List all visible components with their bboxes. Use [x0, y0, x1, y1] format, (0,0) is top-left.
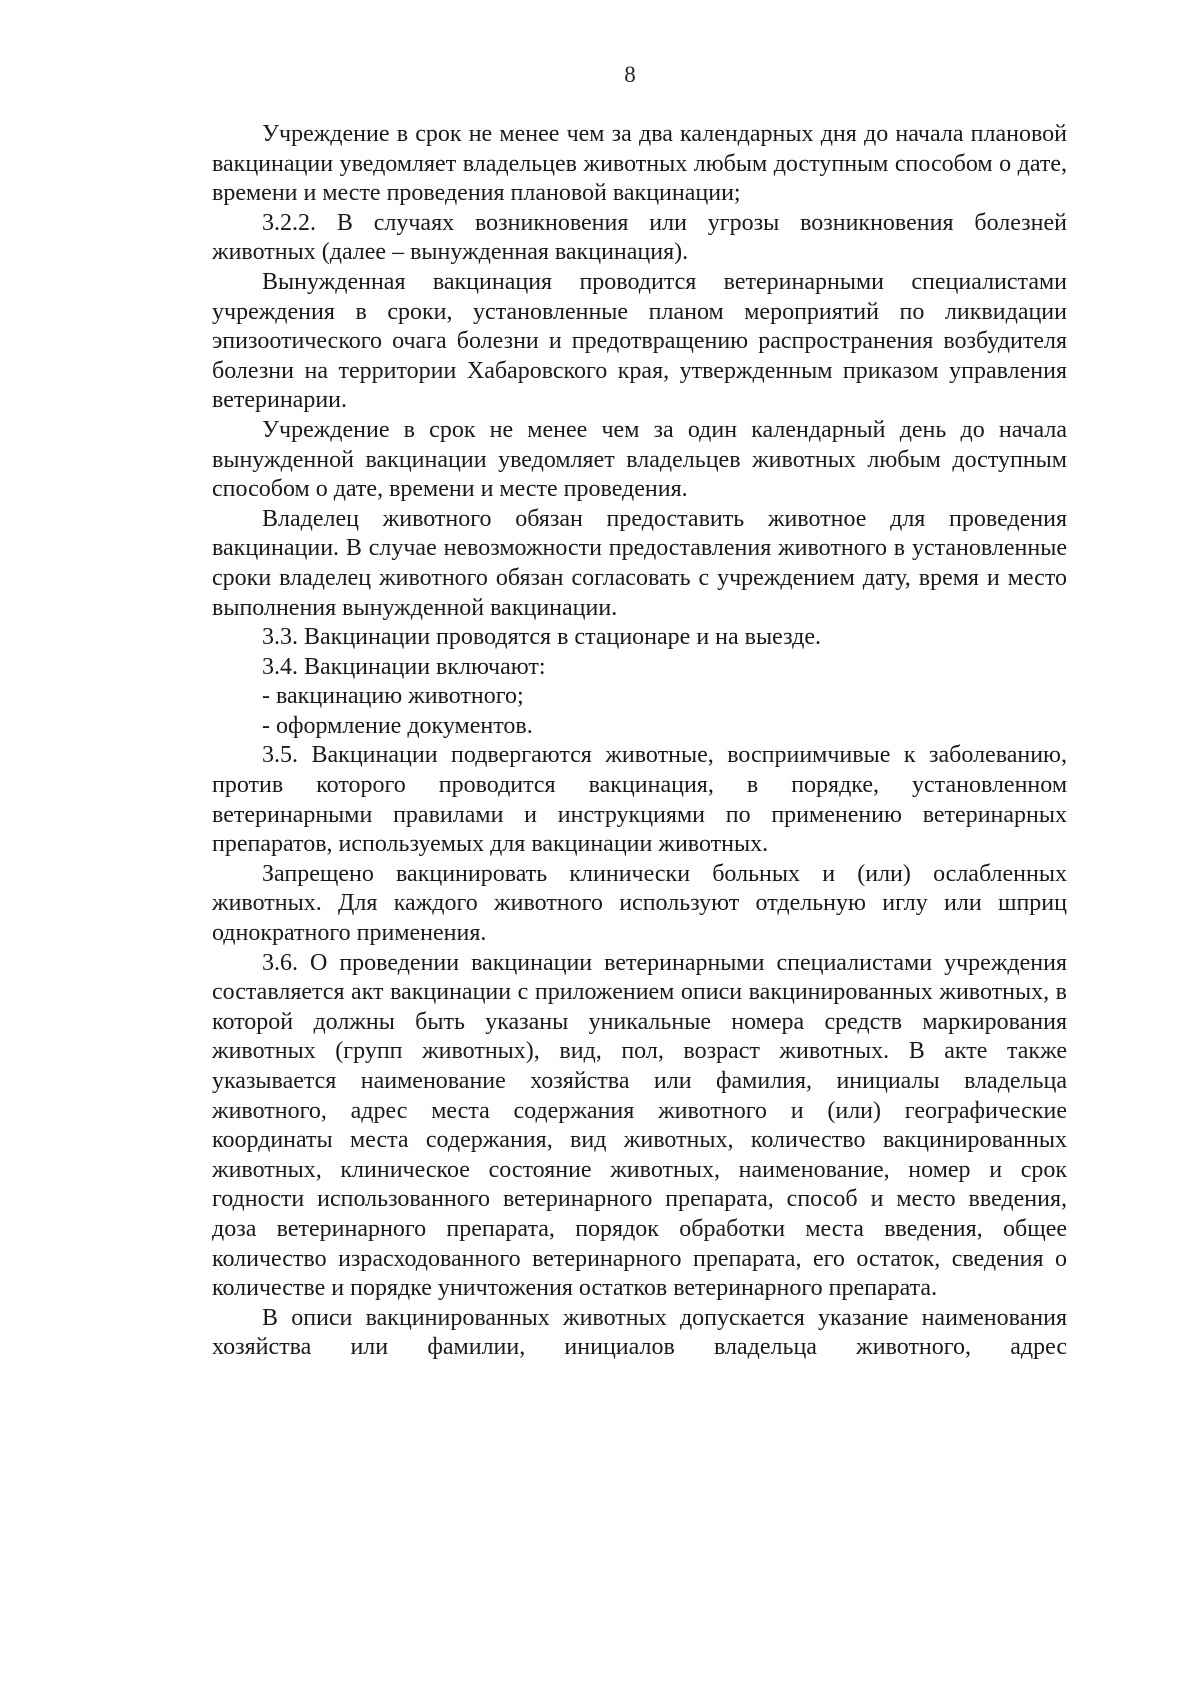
page-number: 8 — [624, 62, 636, 87]
list-item: - вакцинацию животного; — [262, 683, 524, 710]
paragraph: 3.2.2. В случаях возникновения или угрозы возникновения болезней животных (далее – вынужденная вакцинация). — [212, 209, 1067, 266]
paragraph: 3.3. Вакцинации проводятся в стационаре и на выезде. — [262, 624, 821, 651]
paragraph: 3.4. Вакцинации включают: — [262, 653, 546, 680]
paragraph: Запрещено вакцинировать клинически больных и (или) ослабленных животных. Для каждого животного используют отдельную иглу или шприц однократного применения. — [212, 860, 1067, 947]
paragraph: Вынужденная вакцинация проводится ветеринарными специалистами учреждения в сроки, установленные планом мероприятий по ликвидации эпизоотического очага болезни и предотвращению распространения возбудителя болезни на территории Хабаровского края, утвержденным приказом управления ветеринарии. — [212, 268, 1067, 414]
paragraph: Учреждение в срок не менее чем за один календарный день до начала вынужденной вакцинации уведомляет владельцев животных любым доступным способом о дате, времени и месте проведения. — [212, 416, 1067, 503]
list-item: - оформление документов. — [262, 712, 533, 739]
paragraph: Учреждение в срок не менее чем за два календарных дня до начала плановой вакцинации уведомляет владельцев животных любым доступным способом о дате, времени и месте проведения плановой вакцинации; — [212, 121, 1067, 207]
paragraph: 3.5. Вакцинации подвергаются животные, восприимчивые к заболеванию, против которого проводится вакцинация, в порядке, установленном ветеринарными правилами и инструкциями по применению ветеринарных препаратов, используемых для вакцинации животных. — [212, 742, 1067, 858]
paragraph: 3.6. О проведении вакцинации ветеринарными специалистами учреждения составляется акт вакцинации с приложением описи вакцинированных животных, в которой должны быть указаны уникальные номера средств маркирования животных (групп животных), вид, пол, возраст животных. В акте также указывается наименование хозяйства или фамилия, инициалы владельца животного, адрес места содержания животного и (или) географические координаты места содержания, вид животных, количество вакцинированных животных, клиническое состояние животных, наименование, номер и срок годности использованного ветеринарного препарата, способ и место введения, доза ветеринарного препарата, порядок обработки места введения, общее количество израсходованного ветеринарного препарата, его остаток, сведения о количестве и порядке уничтожения остатков ветеринарного препарата. — [212, 949, 1067, 1302]
document-body — [212, 120, 1067, 1363]
paragraph: Владелец животного обязан предоставить животное для проведения вакцинации. В случае невозможности предоставления животного в установленные сроки владелец животного обязан согласовать с учреждением дату, время и место выполнения вынужденной вакцинации. — [212, 505, 1067, 621]
paragraph: В описи вакцинированных животных допускается указание наименования хозяйства или фамилии, инициалов владельца животного, адрес — [212, 1304, 1067, 1361]
